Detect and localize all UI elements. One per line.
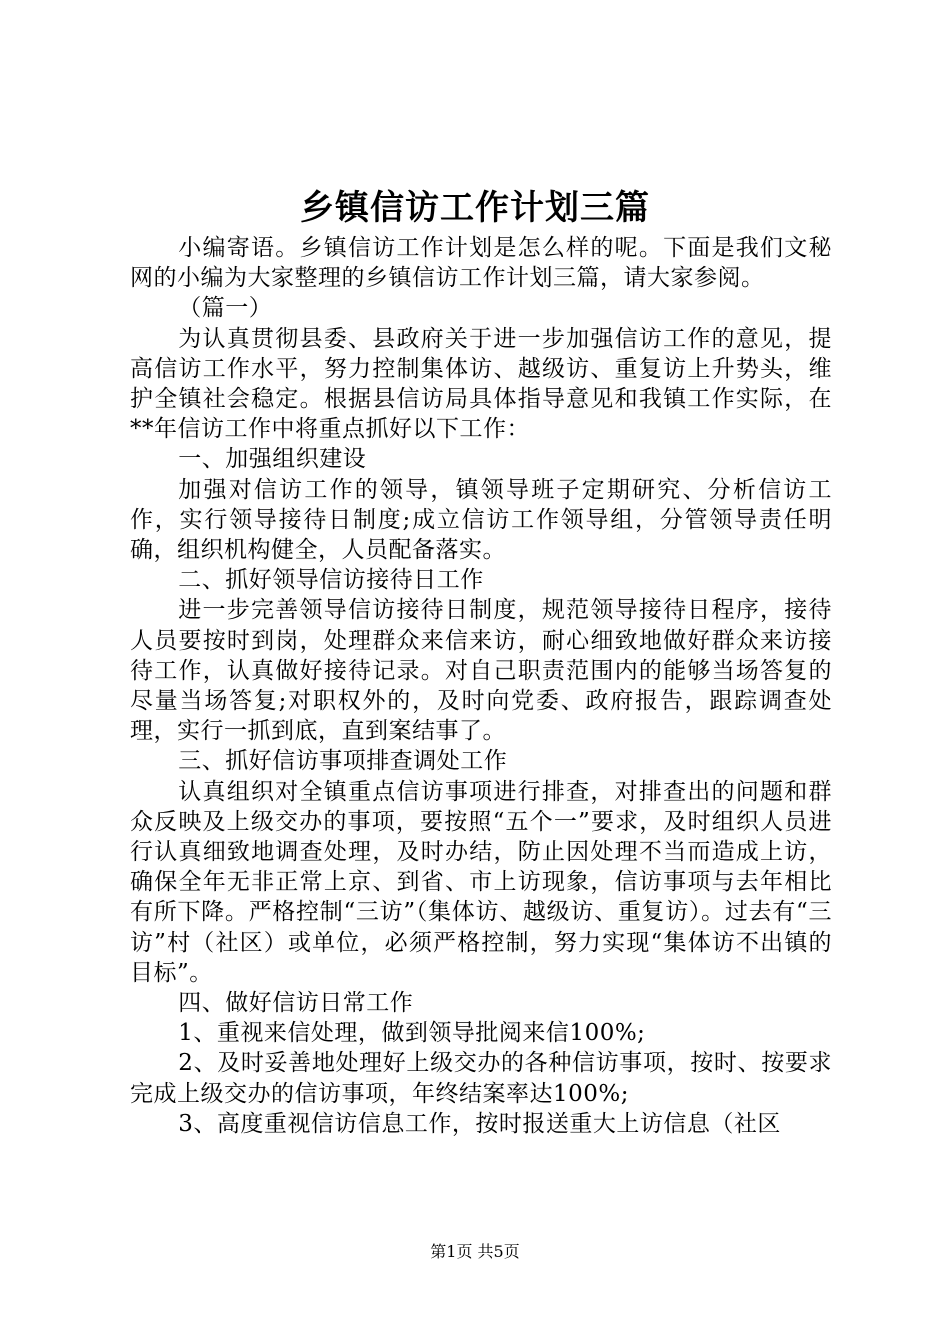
paragraph-section-2: 进一步完善领导信访接待日制度，规范领导接待日程序，接待人员要按时到岗，处理群众来信来访，耐心细致地做好群众来访接待工作，认真做好接待记录。对自己职责范围内的能够当场答复的尽量当场答复;对职权外的，及时向党委、政府报告，跟踪调查处理，实行一抓到底，直到案结事了。: [130, 597, 832, 745]
list-item-3: 3、高度重视信访信息工作，按时报送重大上访信息（社区: [178, 1110, 781, 1137]
document-title: 乡镇信访工作计划三篇: [300, 188, 650, 228]
heading-section-4: 四、做好信访日常工作: [178, 990, 414, 1017]
document-body: [130, 233, 832, 1139]
heading-section-1: 一、加强组织建设: [178, 446, 367, 473]
paragraph-section-1: 加强对信访工作的领导，镇领导班子定期研究、分析信访工作，实行领导接待日制度;成立信访工作领导组，分管领导责任明确，组织机构健全，人员配备落实。: [130, 476, 832, 564]
heading-section-2: 二、抓好领导信访接待日工作: [178, 567, 484, 594]
paragraph-preamble: 为认真贯彻县委、县政府关于进一步加强信访工作的意见，提高信访工作水平，努力控制集体访、越级访、重复访上升势头，维护全镇社会稳定。根据县信访局具体指导意见和我镇工作实际，在**年信访工作中将重点抓好以下工作：: [130, 325, 832, 443]
list-item-2: 2、及时妥善地处理好上级交办的各种信访事项，按时、按要求完成上级交办的信访事项，年终结案率达100%;: [130, 1050, 832, 1107]
paragraph-intro: 小编寄语。乡镇信访工作计划是怎么样的呢。下面是我们文秘网的小编为大家整理的乡镇信访工作计划三篇，请大家参阅。: [130, 235, 832, 292]
paragraph-section-3: 认真组织对全镇重点信访事项进行排查，对排查出的问题和群众反映及上级交办的事项，要按照“五个一”要求，及时组织人员进行认真细致地调查处理，及时办结，防止因处理不当而造成上访，确保全年无非正常上京、到省、市上访现象，信访事项与去年相比有所下降。严格控制“三访”（集体访、越级访、重复访）。过去有“三访”村（社区）或单位，必须严格控制，努力实现“集体访不出镇的目标”。: [130, 778, 832, 986]
page-footer: 第1页 共5页: [430, 1242, 520, 1261]
section-label-part-one: （篇一）: [178, 295, 273, 322]
heading-section-3: 三、抓好信访事项排查调处工作: [178, 748, 508, 775]
list-item-1: 1、重视来信处理，做到领导批阅来信100%;: [178, 1020, 646, 1047]
